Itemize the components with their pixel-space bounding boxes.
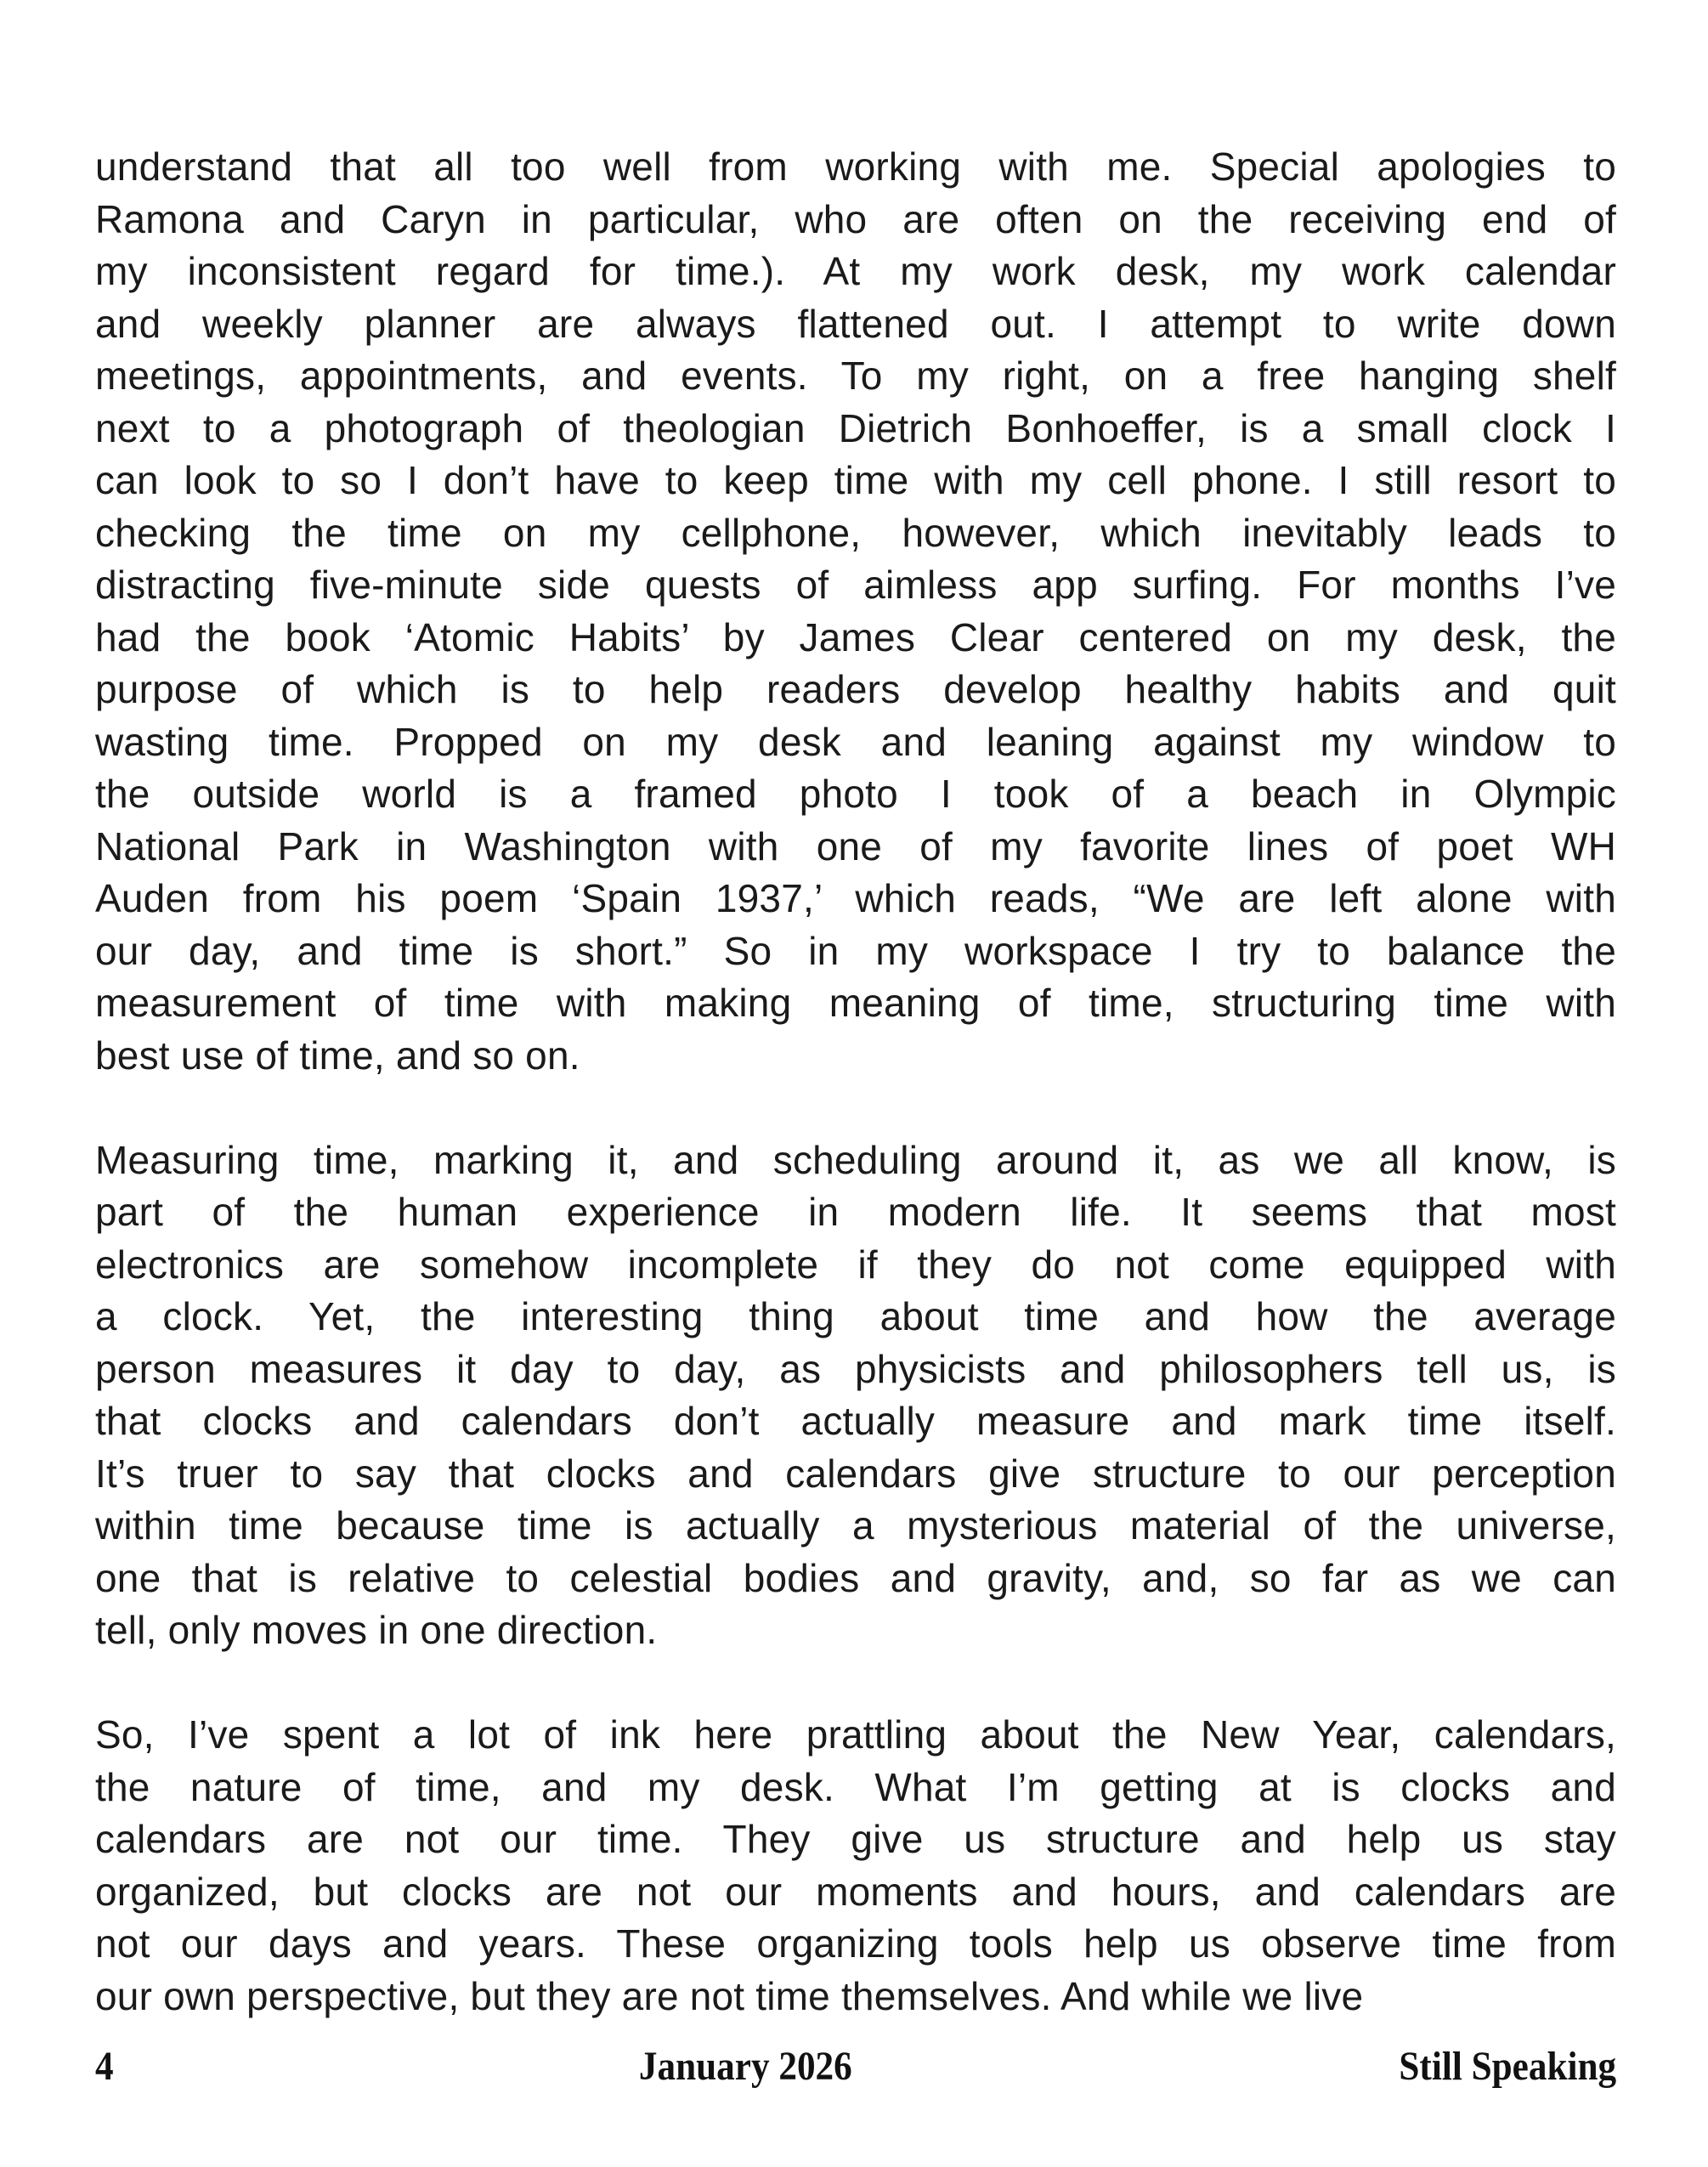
- text-line: next to a photograph of theologian Dietrich Bonhoeffer, is a small clock I: [95, 405, 1616, 450]
- paragraph: [95, 141, 1616, 1082]
- text-line: Measuring time, marking it, and scheduling around it, as we all know, is: [95, 1137, 1616, 1182]
- text-line: calendars are not our time. They give us structure and help us stay: [95, 1817, 1616, 1861]
- text-line: measurement of time with making meaning of time, structuring time with: [95, 981, 1616, 1025]
- text-line: person measures it day to day, as physicists and philosophers tell us, is: [95, 1346, 1616, 1391]
- text-line: organized, but clocks are not our moments and hours, and calendars are: [95, 1869, 1616, 1914]
- paragraph: [95, 1134, 1616, 1657]
- text-line: meetings, appointments, and events. To my right, on a free hanging shelf: [95, 354, 1616, 398]
- text-line: not our days and years. These organizing tools help us observe time from: [95, 1921, 1616, 1966]
- text-line: best use of time, and so on.: [95, 1033, 580, 1078]
- text-line: checking the time on my cellphone, however, which inevitably leads to: [95, 510, 1616, 555]
- text-line: It’s truer to say that clocks and calendars give structure to our perception: [95, 1451, 1616, 1496]
- text-line: can look to so I don’t have to keep time with my cell phone. I still resort to: [95, 458, 1616, 502]
- text-line: part of the human experience in modern life. It seems that most: [95, 1190, 1616, 1234]
- text-line: our own perspective, but they are not time themselves. And while we live: [95, 1973, 1364, 2018]
- footer-publication-title-text: Still Speaking: [1399, 2044, 1616, 2089]
- footer-publication-title: [1375, 2046, 1616, 2087]
- text-line: distracting five-minute side quests of aimless app surfing. For months I’ve: [95, 563, 1616, 607]
- text-line: the outside world is a framed photo I took of a beach in Olympic: [95, 772, 1616, 816]
- footer-issue-date-text: January 2026: [638, 2044, 852, 2089]
- text-line: a clock. Yet, the interesting thing about time and how the average: [95, 1294, 1616, 1338]
- text-line: Auden from his poem ‘Spain 1937,’ which reads, “We are left alone with: [95, 876, 1616, 920]
- text-line: tell, only moves in one direction.: [95, 1608, 658, 1652]
- text-line: that clocks and calendars don’t actually measure and mark time itself.: [95, 1399, 1616, 1443]
- footer-page-number-text: 4: [95, 2044, 114, 2089]
- text-line: my inconsistent regard for time.). At my work desk, my work calendar: [95, 249, 1616, 293]
- text-line: the nature of time, and my desk. What I’m getting at is clocks and: [95, 1764, 1616, 1809]
- text-line: National Park in Washington with one of my favorite lines of poet WH: [95, 823, 1616, 868]
- text-line: and weekly planner are always flattened out. I attempt to write down: [95, 301, 1616, 346]
- text-line: electronics are somehow incomplete if they do not come equipped with: [95, 1242, 1616, 1287]
- footer-issue-date: [627, 2046, 864, 2087]
- text-line: So, I’ve spent a lot of ink here prattling about the New Year, calendars,: [95, 1712, 1616, 1757]
- text-line: within time because time is actually a mysterious material of the universe,: [95, 1503, 1616, 1547]
- paragraph: [95, 1709, 1616, 2023]
- text-line: Ramona and Caryn in particular, who are often on the receiving end of: [95, 196, 1616, 241]
- text-line: wasting time. Propped on my desk and leaning against my window to: [95, 719, 1616, 764]
- text-line: purpose of which is to help readers develop healthy habits and quit: [95, 667, 1616, 711]
- article-body: [95, 141, 1616, 2075]
- text-line: one that is relative to celestial bodies and gravity, and, so far as we can: [95, 1555, 1616, 1600]
- text-line: understand that all too well from working with me. Special apologies to: [95, 144, 1616, 189]
- text-line: our day, and time is short.” So in my workspace I try to balance the: [95, 928, 1616, 973]
- footer-page-number: [95, 2046, 116, 2087]
- page-footer: [95, 2046, 1616, 2087]
- text-line: had the book ‘Atomic Habits’ by James Clear centered on my desk, the: [95, 614, 1616, 659]
